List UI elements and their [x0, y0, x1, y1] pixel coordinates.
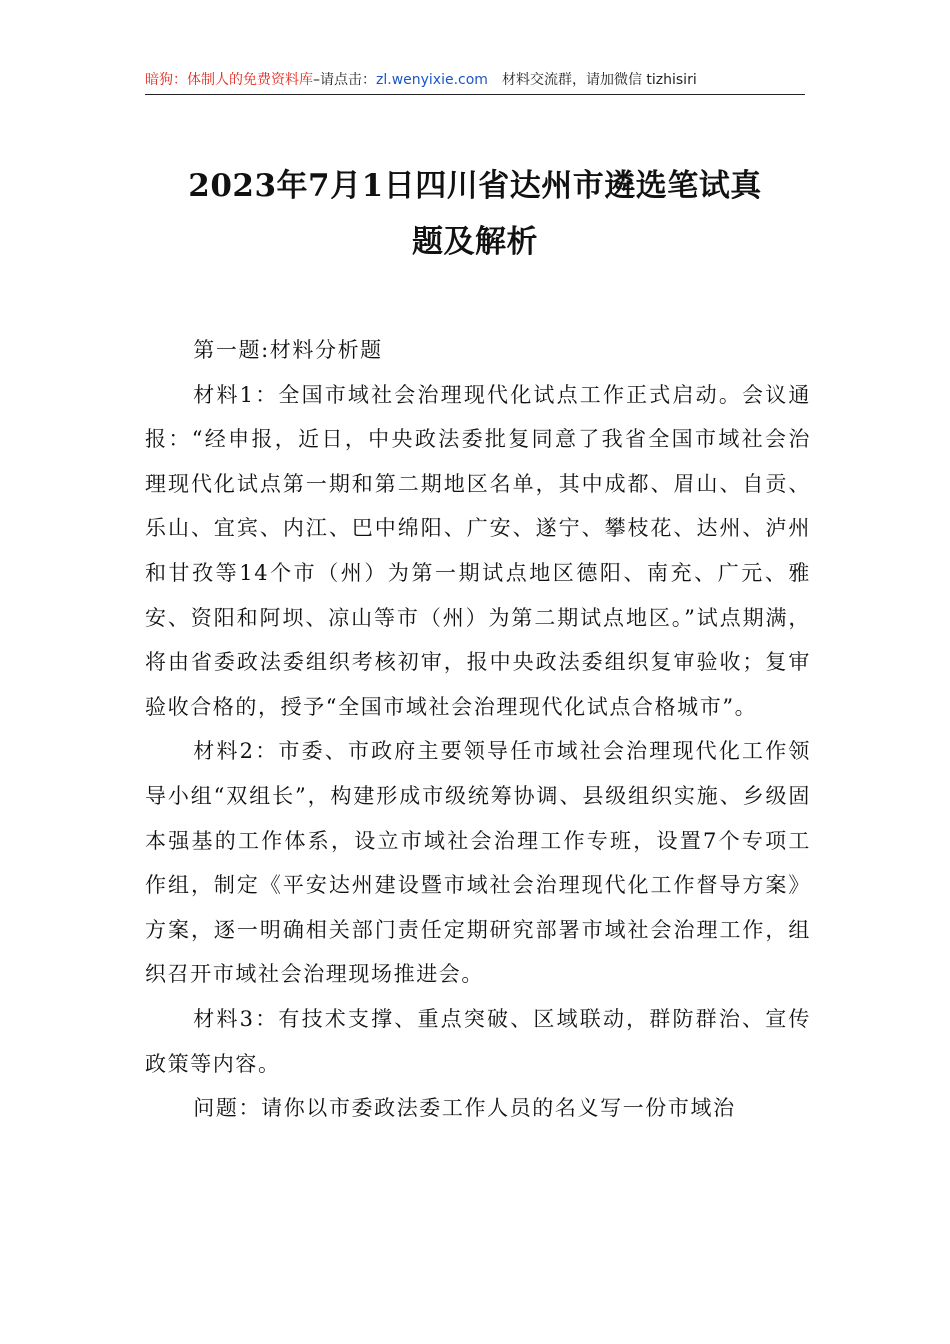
document-body [145, 328, 811, 1131]
title-line-1: 2023年7月1日四川省达州市遴选笔试真 [188, 168, 762, 204]
header-brand: 暗狗：体制人的免费资料库 [145, 72, 313, 88]
header-url-link[interactable]: zl.wenyixie.com [376, 72, 488, 88]
section-heading: 第一题:材料分析题 [193, 338, 383, 362]
paragraph-question: 问题：请你以市委政法委工作人员的名义写一份市域治 [193, 1096, 736, 1121]
paragraph-material-2: 材料2：市委、市政府主要领导任市域社会治理现代化工作领导小组“双组长”，构建形成市级统筹协调、县级组织实施、乡级固本强基的工作体系，设立市域社会治理工作专班，设置7个专项工作组，制定《平安达州建设暨市域社会治理现代化工作督导方案》方案，逐一明确相关部门责任定期研究部署市域社会治理工作，组织召开市域社会治理现场推进会。 [145, 739, 811, 987]
title-line-2: 题及解析 [412, 224, 538, 260]
paragraph-material-1: 材料1：全国市域社会治理现代化试点工作正式启动。会议通报：“经申报，近日，中央政法委批复同意了我省全国市域社会治理现代化试点第一期和第二期地区名单，其中成都、眉山、自贡、乐山、宜宾、内江、巴中绵阳、广安、遂宁、攀枝花、达州、泸州和甘孜等14个市（州）为第一期试点地区德阳、南充、广元、雅安、资阳和阿坝、凉山等市（州）为第二期试点地区。”试点期满，将由省委政法委组织考核初审，报中央政法委组织复审验收；复审验收合格的，授予“全国市域社会治理现代化试点合格城市”。 [145, 382, 811, 719]
header-click-label: –请点击： [313, 72, 376, 88]
paragraph-material-3: 材料3：有技术支撑、重点突破、区域联动，群防群治、宣传政策等内容。 [145, 1006, 811, 1076]
header-contact: 材料交流群，请加微信 tizhisiri [501, 72, 697, 88]
document-title [120, 158, 830, 270]
page-header [145, 70, 805, 95]
